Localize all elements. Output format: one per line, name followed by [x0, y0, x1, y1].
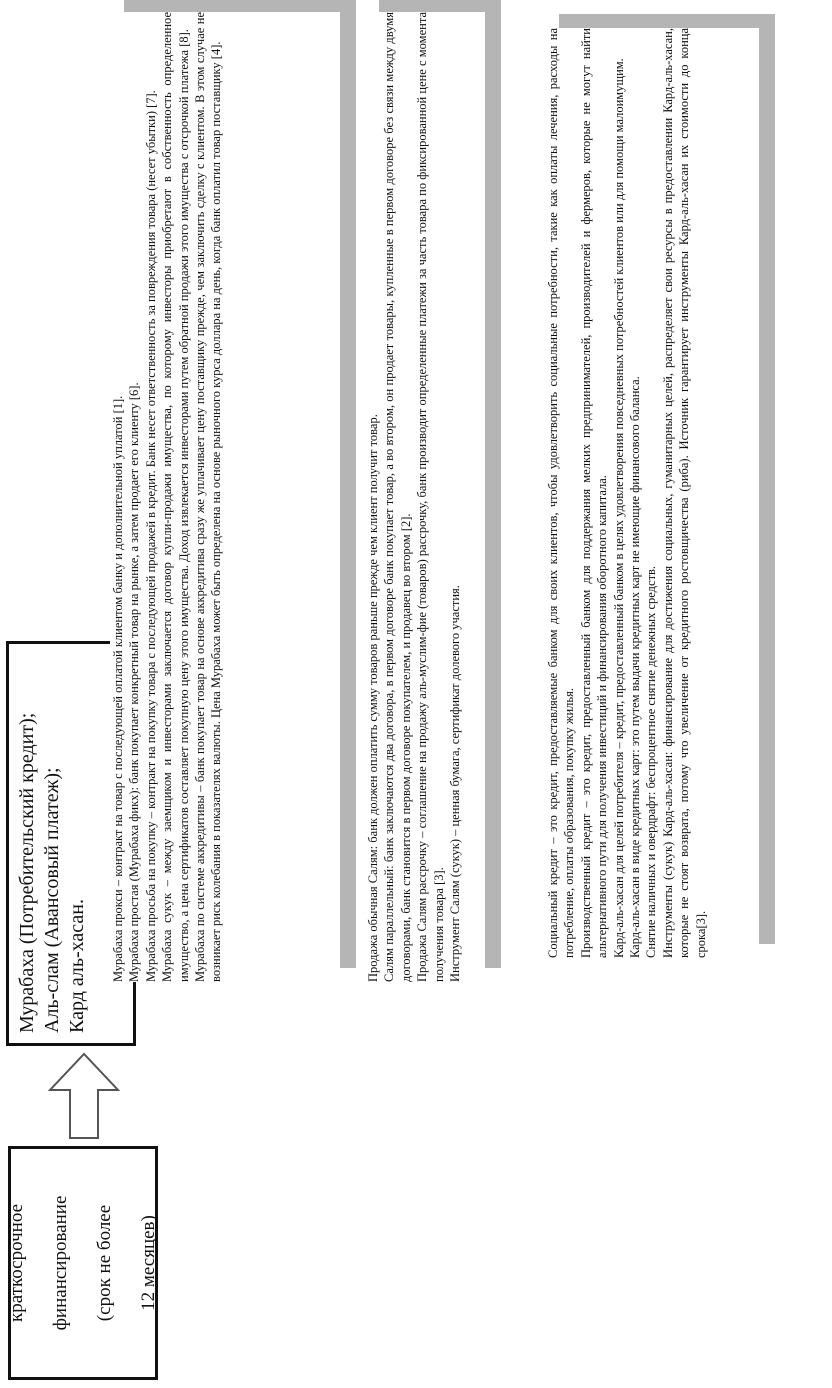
root-line: 12 месяцев) — [138, 1215, 159, 1311]
salam-paragraph: Продажа обычная Салям: банк должен оплатить сумму товаров раньше прежде чем клиент получит товар. — [366, 414, 380, 982]
product-line: Кард аль-хасан. — [66, 899, 88, 1033]
short-term-financing-box — [8, 1146, 158, 1380]
murabaha-paragraph: Мурабаха просьба на покупку – контракт на покупку товара с последующей продажей в кредит. Банк несет ответственность за повреждения товара (несет убытки) [7]. — [143, 90, 158, 982]
product-line: Аль-слам (Авансовый платеж); — [41, 767, 63, 1033]
murabaha-paragraph: Мурабаха прокси – контракт на товар с последующей оплатой клиентом банку и дополнительной уплатой [1]. — [111, 395, 125, 982]
murabaha-paragraph: Мурабаха сукук – между заемщиком и инвесторами заключается договор купли-продажи имущества, по которому инвесторы приобретают в собственность определенное имущество, а цена сертификатов составляет покупную цену этого имущества. Доход извлекается инвесторами путем обратной продажи этого имущества с отсрочкой платежа [8]. — [160, 12, 191, 982]
murabaha-panel — [110, 12, 340, 982]
salam-paragraph: Продажа Салям рассрочку – соглашение на продажу аль-муслим-фие (товаров) рассрочку, банк производит определенные платежи за часть товара по фиксированной цене с момента получения товара [3]. — [415, 12, 446, 982]
qard-paragraph: Кард-аль-хасан в виде кредитных карт: это путем выдачи кредитных карт не имеющие финансового баланса. — [628, 376, 643, 958]
product-line: Мурабаха (Потребительский кредит); — [16, 712, 38, 1033]
qard-hasan-panel — [545, 28, 759, 958]
qard-paragraph: Кард-аль-хасан для целей потребителя – кредит, предоставленный банком в целях удовлетворения повседневных потребностей клиентов или для помощи малоимущим. — [611, 58, 626, 958]
right-arrow-icon — [46, 1052, 122, 1140]
murabaha-paragraph: Мурабаха простая (Мурабаха фикх): банк покупает конкретный товар на рынке, а затем продает его клиенту [6]. — [127, 382, 142, 982]
qard-paragraph: Инструменты (сукук) Кард-аль-хасан: финансирование для достижения социальных, гуманитарных целей, распределяет свои ресурсы в предоставлении Кард-аль-хасан, которые не стоят возврата, потому что увеличение от кредитного ростовщичества (риба). Источник гарантирует инструменты Кард-аль-хасан их стоимости до конца срока[3]. — [660, 28, 708, 958]
root-line: финансирование — [50, 1195, 71, 1331]
salam-paragraph: Салям параллельный: банк заключаются два договора, в первом договоре банк покупает товар, а во втором, он продает товары, купленные в первом договоре без связи между двумя договорами, банк становится в первом договоре покупателем, и продавец во втором [2]. — [382, 12, 413, 982]
qard-paragraph: Социальный кредит – это кредит, предоставляемые банком для своих клиентов, чтобы удовлетворить социальные потребности, такие как оплаты лечения, расходы на потребление, оплаты образования, покупку жилья. — [546, 28, 577, 958]
salam-panel — [365, 12, 485, 982]
qard-paragraph: Производственный кредит – это кредит, предоставленный банком для поддержания мелких предпринимателей, производителей и фермеров, которые не могут найти альтернативного пути для получения инвестиций и финансирования оборотного капитала. — [578, 28, 610, 958]
salam-paragraph: Инструмент Салям (сукук) – ценная бумага, сертификат долевого участия. — [448, 585, 463, 982]
root-line: краткосрочное — [6, 1203, 27, 1323]
root-line: (срок не более — [94, 1204, 115, 1322]
qard-paragraph: Снятие наличных и овердрафт: беспроцентное снятие денежных средств. — [644, 565, 659, 958]
murabaha-paragraph: Мурабаха по системе аккредитивы – банк покупает товар на основе аккредитива сразу же уплачивает цену поставщику прежде, чем заключить сделку с клиентом. В этом случае не возникает риск колебания в показателях валюты. Цена Мурабаха может быть определена на основе рыночного курса доллара на день, когда банк оплатил товар поставщику [4]. — [193, 12, 224, 982]
